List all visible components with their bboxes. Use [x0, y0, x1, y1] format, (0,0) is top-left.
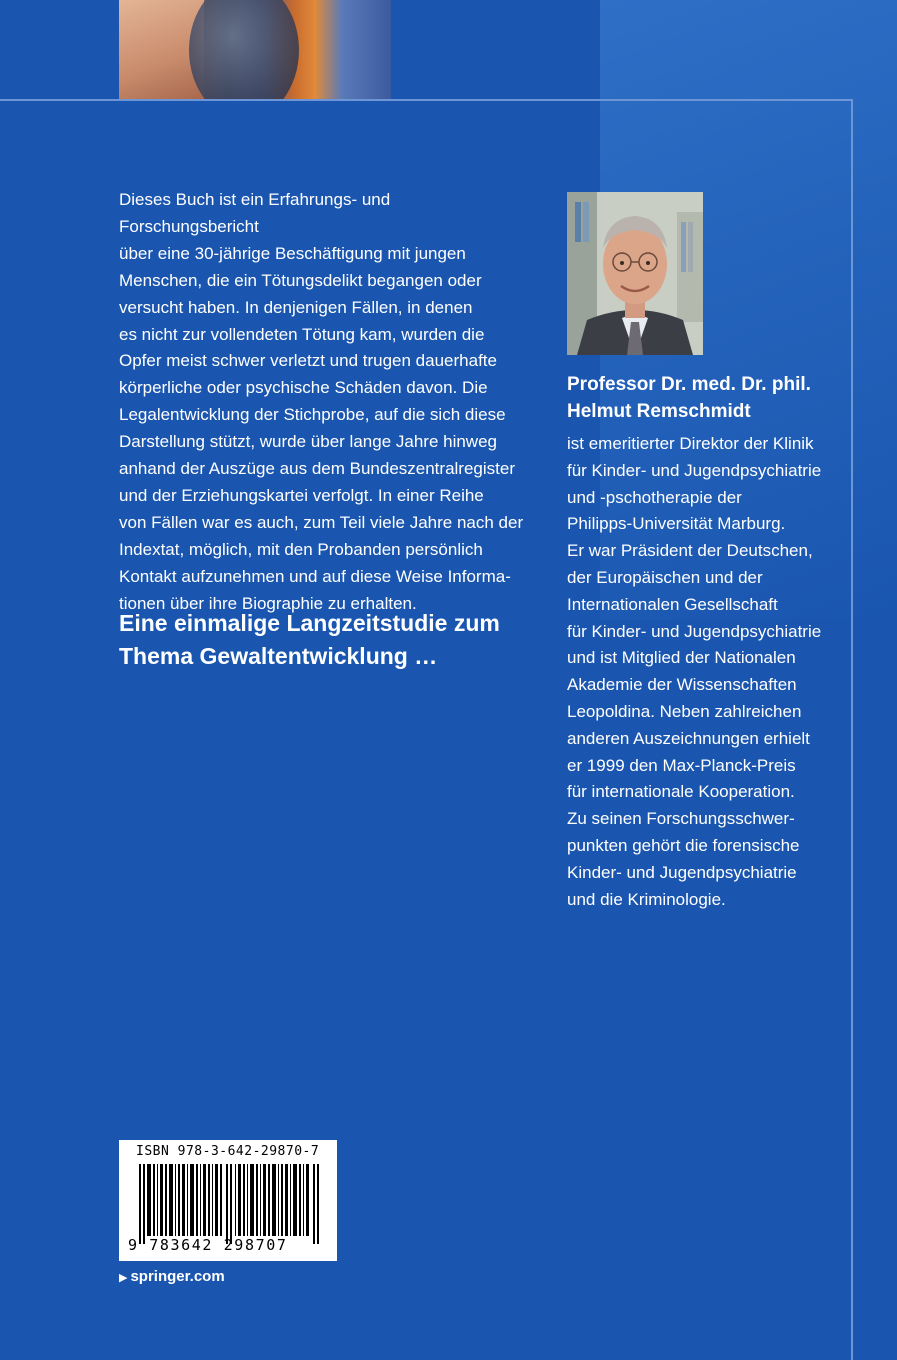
bio-line: punkten gehört die forensische	[567, 835, 800, 855]
bio-line: der Europäischen und der	[567, 567, 763, 587]
blurb-line: Menschen, die ein Tötungsdelikt begangen oder	[119, 270, 482, 290]
isbn-barcode	[119, 1140, 337, 1261]
blurb-line: anhand der Auszüge aus dem Bundeszentralregister	[119, 459, 515, 479]
bio-line: Er war Präsident der Deutschen,	[567, 541, 813, 561]
blurb-line: und der Erziehungskartei verfolgt. In einer Reihe	[119, 485, 484, 505]
publisher-url: springer.com	[130, 1268, 225, 1285]
blurb-line: Kontakt aufzunehmen und auf diese Weise Informa-	[119, 566, 511, 586]
bio-line: Zu seinen Forschungsschwer-	[567, 809, 795, 829]
bio-line: ist emeritierter Direktor der Klinik	[567, 434, 814, 453]
bio-line: Leopoldina. Neben zahlreichen	[567, 701, 802, 721]
blurb-line: Opfer meist schwer verletzt und trugen dauerhafte	[119, 351, 497, 371]
bio-line: er 1999 den Max-Planck-Preis	[567, 755, 796, 775]
bio-line: für Kinder- und Jugendpsychiatrie	[567, 460, 822, 480]
author-name: Helmut Remschmidt	[567, 401, 751, 422]
bio-line: anderen Auszeichnungen erhielt	[567, 728, 810, 748]
author-portrait	[567, 192, 703, 355]
frame-line-right	[851, 99, 853, 1360]
bio-line: Internationalen Gesellschaft	[567, 594, 778, 614]
hood-detail	[189, 0, 299, 99]
slogan-line: Eine einmalige Langzeitstudie zum	[119, 610, 500, 636]
blurb-line: Darstellung stützt, wurde über lange Jahre hinweg	[119, 432, 497, 452]
blurb-line: es nicht zur vollendeten Tötung kam, wurden die	[119, 324, 485, 344]
blurb-paragraph	[119, 187, 524, 618]
blurb-line: Legalentwicklung der Stichprobe, auf die sich diese	[119, 405, 506, 425]
blurb-line: über eine 30-jährige Beschäftigung mit jungen	[119, 243, 466, 263]
barcode-digits: 9 783642 298707	[128, 1236, 288, 1254]
blurb-line: tionen über ihre Biographie zu erhalten.	[119, 593, 417, 613]
bio-line: und -pschotherapie der	[567, 487, 742, 507]
slogan-line: Thema Gewaltentwicklung …	[119, 643, 438, 669]
publisher-link[interactable]	[119, 1268, 225, 1285]
blurb-line: Dieses Buch ist ein Erfahrungs- und Forschungsbericht	[119, 190, 391, 236]
frame-line-top	[0, 99, 852, 101]
barcode-bars	[139, 1164, 321, 1244]
blurb-line: körperliche oder psychische Schäden davon. Die	[119, 378, 488, 398]
slogan-heading	[119, 607, 539, 673]
bio-line: und die Kriminologie.	[567, 889, 726, 909]
author-name-heading	[567, 371, 867, 425]
isbn-label: ISBN 978-3-642-29870-7	[136, 1144, 320, 1159]
bio-line: für Kinder- und Jugendpsychiatrie	[567, 621, 822, 641]
bio-line: für internationale Kooperation.	[567, 782, 795, 802]
blurb-line: von Fällen war es auch, zum Teil viele Jahre nach der	[119, 512, 524, 532]
bio-line: und ist Mitglied der Nationalen	[567, 648, 796, 668]
blurb-line: versucht haben. In denjenigen Fällen, in denen	[119, 297, 473, 317]
bio-line: Kinder- und Jugendpsychiatrie	[567, 862, 797, 882]
author-portrait-illustration	[567, 192, 703, 355]
blurb-line: Indextat, möglich, mit den Probanden persönlich	[119, 539, 483, 559]
author-bio	[567, 431, 837, 913]
bio-line: Akademie der Wissenschaften	[567, 675, 797, 695]
cover-photo-strip	[119, 0, 391, 99]
bio-line: Philipps-Universität Marburg.	[567, 514, 786, 534]
author-title: Professor Dr. med. Dr. phil.	[567, 374, 811, 395]
play-arrow-icon: ▶	[119, 1272, 128, 1284]
